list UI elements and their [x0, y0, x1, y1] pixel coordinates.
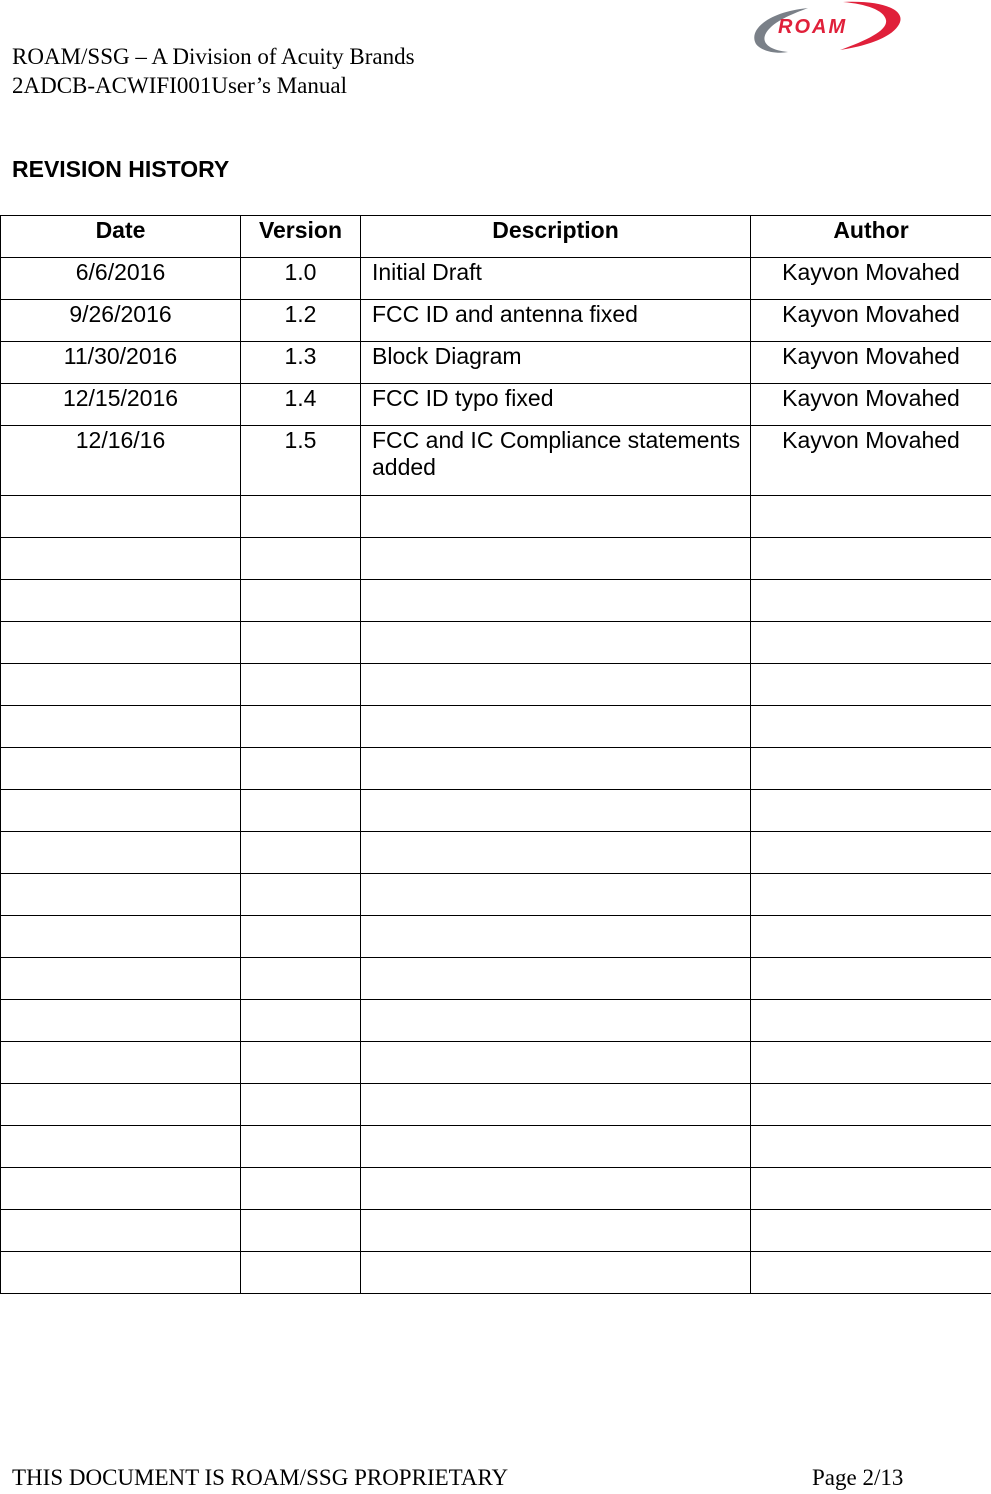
table-row — [1, 258, 991, 300]
empty-cell — [361, 622, 751, 664]
empty-cell — [1, 874, 241, 916]
empty-table-row — [1, 580, 991, 622]
empty-cell — [241, 706, 361, 748]
empty-table-row — [1, 538, 991, 580]
roam-logo — [748, 0, 908, 58]
empty-cell — [751, 916, 991, 958]
empty-cell — [751, 832, 991, 874]
column-header-description: Description — [361, 216, 751, 258]
revision-history-table — [0, 215, 991, 1294]
empty-cell — [1, 916, 241, 958]
date-cell: 9/26/2016 — [1, 300, 241, 342]
empty-cell — [1, 958, 241, 1000]
empty-cell — [751, 1168, 991, 1210]
empty-cell — [361, 1084, 751, 1126]
empty-cell — [1, 832, 241, 874]
author-cell: Kayvon Movahed — [751, 384, 991, 426]
footer-proprietary: THIS DOCUMENT IS ROAM/SSG PROPRIETARY — [12, 1465, 509, 1490]
empty-cell — [361, 790, 751, 832]
empty-cell — [751, 1252, 991, 1294]
empty-table-row — [1, 496, 991, 538]
empty-cell — [361, 1210, 751, 1252]
empty-cell — [1, 580, 241, 622]
empty-cell — [1, 706, 241, 748]
empty-cell — [1, 538, 241, 580]
empty-cell — [1, 664, 241, 706]
author-cell: Kayvon Movahed — [751, 258, 991, 300]
empty-cell — [1, 1084, 241, 1126]
empty-cell — [241, 1000, 361, 1042]
description-cell: Initial Draft — [361, 258, 751, 300]
author-cell: Kayvon Movahed — [751, 426, 991, 496]
svg-text:ROAM: ROAM — [778, 16, 848, 38]
empty-cell — [751, 1210, 991, 1252]
author-cell: Kayvon Movahed — [751, 300, 991, 342]
empty-table-row — [1, 1084, 991, 1126]
empty-cell — [1, 496, 241, 538]
empty-cell — [241, 1042, 361, 1084]
empty-cell — [1, 748, 241, 790]
version-cell: 1.5 — [241, 426, 361, 496]
table-row — [1, 300, 991, 342]
empty-cell — [751, 622, 991, 664]
empty-cell — [751, 664, 991, 706]
description-cell: FCC ID and antenna fixed — [361, 300, 751, 342]
empty-cell — [751, 748, 991, 790]
empty-cell — [361, 958, 751, 1000]
section-title: REVISION HISTORY — [12, 156, 230, 182]
author-cell: Kayvon Movahed — [751, 342, 991, 384]
empty-cell — [1, 1210, 241, 1252]
empty-cell — [361, 748, 751, 790]
empty-cell — [751, 1126, 991, 1168]
empty-cell — [1, 1126, 241, 1168]
empty-table-row — [1, 664, 991, 706]
empty-cell — [361, 706, 751, 748]
empty-cell — [361, 580, 751, 622]
date-cell: 12/16/16 — [1, 426, 241, 496]
empty-cell — [751, 874, 991, 916]
empty-table-row — [1, 1252, 991, 1294]
empty-cell — [241, 916, 361, 958]
date-cell: 6/6/2016 — [1, 258, 241, 300]
empty-cell — [241, 874, 361, 916]
empty-cell — [751, 790, 991, 832]
empty-cell — [241, 1252, 361, 1294]
empty-table-row — [1, 916, 991, 958]
version-cell: 1.3 — [241, 342, 361, 384]
empty-cell — [241, 1168, 361, 1210]
header-company: ROAM/SSG – A Division of Acuity Brands — [12, 44, 415, 69]
empty-cell — [1, 622, 241, 664]
empty-cell — [751, 958, 991, 1000]
footer-page-number: Page 2/13 — [812, 1465, 904, 1490]
column-header-version: Version — [241, 216, 361, 258]
empty-cell — [361, 874, 751, 916]
empty-cell — [751, 580, 991, 622]
empty-cell — [361, 1126, 751, 1168]
empty-cell — [751, 496, 991, 538]
date-cell: 11/30/2016 — [1, 342, 241, 384]
empty-cell — [241, 832, 361, 874]
table-header-row — [1, 216, 991, 258]
empty-cell — [361, 538, 751, 580]
empty-cell — [241, 790, 361, 832]
column-header-author: Author — [751, 216, 991, 258]
description-cell: Block Diagram — [361, 342, 751, 384]
description-cell: FCC ID typo fixed — [361, 384, 751, 426]
table-row — [1, 384, 991, 426]
empty-cell — [751, 538, 991, 580]
description-cell: FCC and IC Compliance statements added — [361, 426, 751, 496]
empty-table-row — [1, 622, 991, 664]
empty-cell — [241, 1084, 361, 1126]
empty-cell — [751, 706, 991, 748]
empty-cell — [361, 1168, 751, 1210]
empty-cell — [241, 748, 361, 790]
empty-cell — [751, 1084, 991, 1126]
empty-cell — [361, 1252, 751, 1294]
empty-cell — [241, 538, 361, 580]
column-header-date: Date — [1, 216, 241, 258]
date-cell: 12/15/2016 — [1, 384, 241, 426]
empty-cell — [361, 496, 751, 538]
table-row — [1, 342, 991, 384]
empty-table-row — [1, 958, 991, 1000]
header-manual-title: 2ADCB-ACWIFI001User’s Manual — [12, 73, 347, 98]
empty-cell — [1, 790, 241, 832]
empty-cell — [241, 496, 361, 538]
version-cell: 1.4 — [241, 384, 361, 426]
empty-table-row — [1, 832, 991, 874]
empty-cell — [361, 1000, 751, 1042]
empty-cell — [361, 832, 751, 874]
empty-cell — [241, 958, 361, 1000]
empty-table-row — [1, 1126, 991, 1168]
empty-table-row — [1, 748, 991, 790]
empty-cell — [1, 1168, 241, 1210]
version-cell: 1.0 — [241, 258, 361, 300]
empty-table-row — [1, 874, 991, 916]
empty-cell — [241, 1126, 361, 1168]
empty-table-row — [1, 1042, 991, 1084]
empty-cell — [1, 1252, 241, 1294]
empty-cell — [361, 1042, 751, 1084]
empty-table-row — [1, 1168, 991, 1210]
empty-cell — [1, 1042, 241, 1084]
empty-cell — [241, 664, 361, 706]
empty-cell — [1, 1000, 241, 1042]
empty-cell — [361, 664, 751, 706]
empty-table-row — [1, 790, 991, 832]
empty-table-row — [1, 1000, 991, 1042]
empty-cell — [241, 580, 361, 622]
version-cell: 1.2 — [241, 300, 361, 342]
empty-table-row — [1, 706, 991, 748]
empty-cell — [241, 622, 361, 664]
empty-table-row — [1, 1210, 991, 1252]
empty-cell — [241, 1210, 361, 1252]
table-row — [1, 426, 991, 496]
empty-cell — [751, 1000, 991, 1042]
empty-cell — [361, 916, 751, 958]
empty-cell — [751, 1042, 991, 1084]
